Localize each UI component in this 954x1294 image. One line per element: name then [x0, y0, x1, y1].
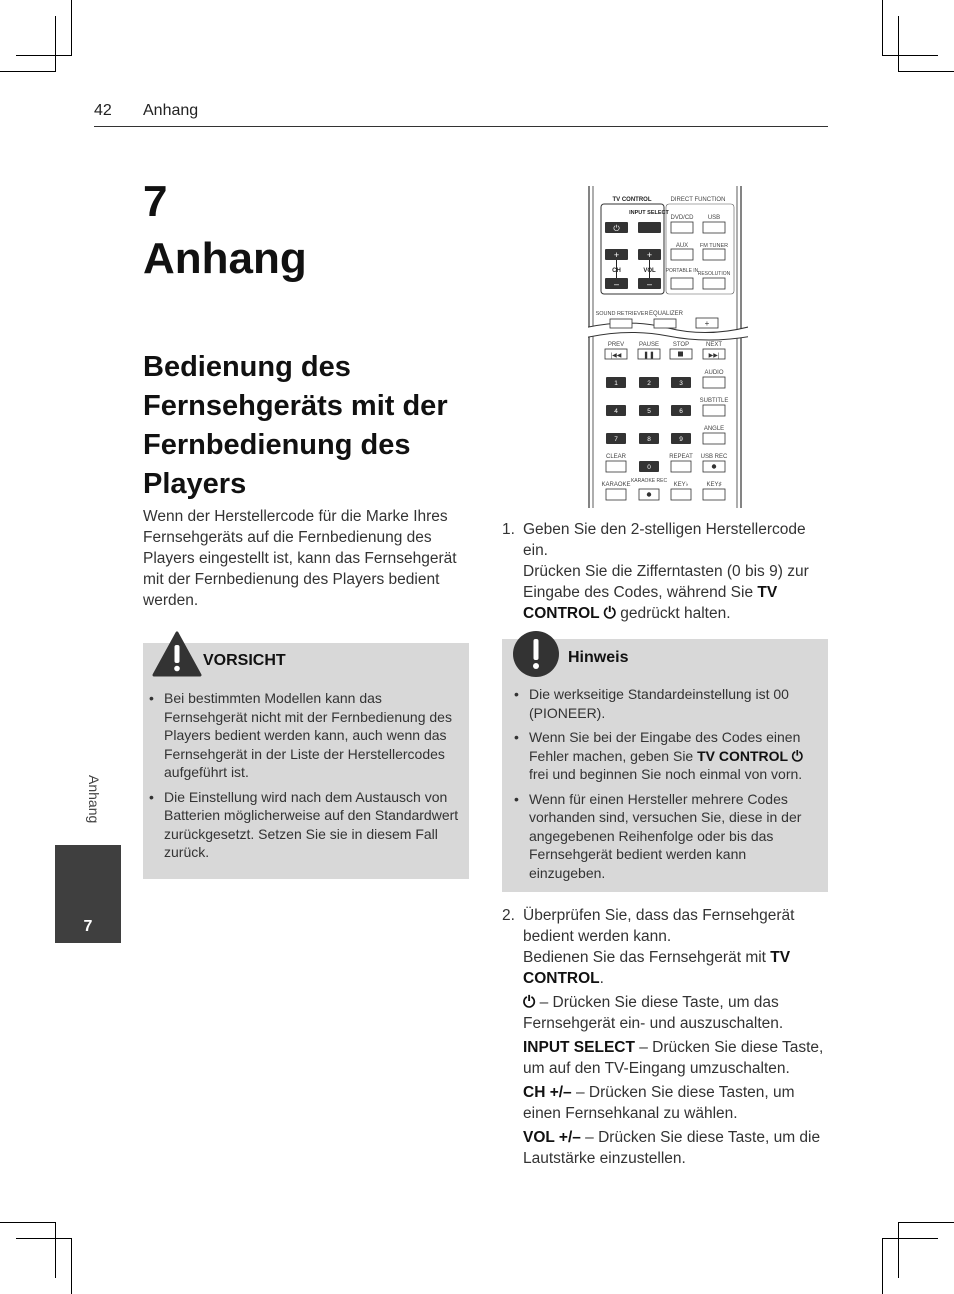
input-select-button	[638, 222, 661, 233]
step-2-text: Überprüfen Sie, dass das Fernsehgerät bedient werden kann.	[523, 907, 795, 945]
label-tv-control: TV CONTROL	[612, 197, 652, 203]
power-icon: ⏻	[613, 224, 620, 233]
label-key-flat: KEY♭	[673, 482, 689, 488]
step-2-item: ⏻ – Drücken Sie diese Taste, um das Fernsehgerät ein- und auszuschalten.	[523, 994, 784, 1032]
digit-6: 6	[679, 408, 683, 415]
caution-list	[143, 689, 459, 868]
label-subtitle: SUBTITLE	[699, 398, 729, 404]
digit-4: 4	[614, 408, 618, 415]
label-prev: PREV	[607, 342, 625, 348]
caution-box	[143, 643, 469, 879]
label-repeat: REPEAT	[669, 454, 693, 460]
label-angle: ANGLE	[703, 426, 725, 432]
digit-3: 3	[679, 380, 683, 387]
page-number: 42	[94, 102, 112, 119]
list-item: • Bei bestimmten Modellen kann das Fernsehgerät nicht mit der Fernbedienung des Players bedient werden kann, auch wenn das Fernsehgerät in der Liste der Herstellercodes aufgeführt ist.	[143, 689, 459, 782]
label-equalizer: EQUALIZER	[648, 311, 684, 317]
step-1-text: Geben Sie den 2-stelligen Herstellercode ein.	[523, 521, 806, 559]
intro-paragraph: Wenn der Herstellercode für die Marke Ihres Fernsehgeräts auf die Fernbedienung des Players eingestellt ist, kann das Fernsehgerät mit der Fernbedienung des Players bedient werden.	[143, 508, 457, 609]
crop-mark-tr-v	[882, 0, 883, 55]
note-title: Hinweis	[568, 649, 629, 666]
label-dvd-cd: DVD/CD	[670, 215, 694, 221]
digit-9: 9	[679, 436, 683, 443]
label-stop: STOP	[672, 342, 690, 348]
label-pause: PAUSE	[639, 342, 659, 348]
label-vol: VOL	[643, 268, 656, 274]
list-item: • Die werkseitige Standardeinstellung ist 00 (PIONEER).	[508, 685, 818, 722]
digit-2: 2	[647, 380, 651, 387]
crop-mark-bl-v2	[55, 1222, 56, 1278]
label-input-select: INPUT SELECT	[629, 210, 669, 216]
label-portable-in: PORTABLE IN	[665, 268, 699, 274]
side-tab-number: 7	[83, 918, 93, 935]
label-karaoke-rec: KARAOKE REC	[630, 478, 668, 484]
digit-5: 5	[647, 408, 651, 415]
prev-icon: |◀◀	[610, 353, 622, 359]
label-next: NEXT	[705, 342, 723, 348]
digit-7: 7	[614, 436, 618, 443]
crop-mark-br-h2	[882, 1238, 938, 1239]
label-resolution: RESOLUTION	[697, 271, 731, 277]
label-ch: CH	[612, 268, 621, 274]
crop-mark-br-v	[882, 1239, 883, 1294]
label-fm-tuner: FM TUNER	[699, 243, 729, 249]
plus-icon: +	[704, 319, 710, 328]
crop-mark-tl-v2	[55, 16, 56, 72]
side-tab-label: Anhang	[86, 775, 102, 824]
crop-mark-bl-h2	[16, 1238, 72, 1239]
exclamation-circle-icon	[512, 630, 560, 678]
label-karaoke: KARAOKE	[601, 482, 631, 488]
list-item: • Wenn Sie bei der Eingabe des Codes einen Fehler machen, geben Sie TV CONTROL ⏻ frei und beginnen Sie noch einmal von vorn.	[508, 728, 818, 784]
step-2-item: INPUT SELECT – Drücken Sie diese Taste, um auf den TV-Eingang umzuschalten.	[523, 1039, 824, 1077]
note-box	[502, 639, 828, 892]
crop-mark-bl-h	[0, 1222, 55, 1223]
digit-1: 1	[614, 380, 618, 387]
warning-triangle-icon	[152, 631, 202, 677]
step-1	[502, 519, 830, 624]
next-icon: ▶▶|	[708, 353, 720, 359]
section-title: Bedienung des Fernsehgeräts mit der Fernbedienung des Players	[143, 351, 448, 500]
plus-icon: +	[646, 250, 653, 260]
crop-mark-br-v2	[898, 1222, 899, 1278]
crop-mark-bl-v	[71, 1239, 72, 1294]
crop-mark-tl-v	[71, 0, 72, 55]
pause-icon: ❚❚	[643, 352, 655, 359]
running-header: Anhang	[143, 102, 199, 119]
step-number: 2.	[502, 907, 515, 924]
label-usb-rec: USB REC	[700, 454, 728, 460]
minus-icon: –	[613, 279, 620, 289]
crop-mark-tr-h	[899, 71, 954, 72]
record-icon	[712, 464, 716, 468]
label-usb: USB	[707, 215, 721, 221]
step-1-detail: Drücken Sie die Zifferntasten (0 bis 9) zur Eingabe des Codes, während Sie TV CONTROL ⏻ gedrückt halten.	[523, 563, 809, 622]
step-number: 1.	[502, 521, 515, 538]
step-2-item: VOL +/– – Drücken Sie diese Taste, um die Lautstärke einzustellen.	[523, 1129, 821, 1167]
list-item: • Wenn für einen Hersteller mehrere Codes vorhanden sind, versuchen Sie, diese in der angegebenen Reihenfolge oder bis das Fernsehgerät bedient werden kann einzugeben.	[508, 790, 818, 883]
step-2-item: CH +/– – Drücken Sie diese Tasten, um einen Fernsehkanal zu wählen.	[523, 1084, 795, 1122]
chapter-number: 7	[143, 177, 168, 226]
minus-icon: –	[646, 279, 653, 289]
list-item: • Die Einstellung wird nach dem Austausch von Batterien möglicherweise auf den Standardwert zurückgesetzt. Setzen Sie sie in diesem Fall zurück.	[143, 788, 459, 862]
label-sound-retriever: SOUND RETRIEVER	[595, 311, 649, 317]
plus-icon: +	[613, 250, 620, 260]
label-aux: AUX	[675, 243, 689, 249]
label-clear: CLEAR	[605, 454, 627, 460]
remote-control-illustration	[588, 186, 748, 508]
crop-mark-tr-v2	[898, 16, 899, 72]
crop-mark-tl-h2	[16, 55, 72, 56]
step-2-detail: Bedienen Sie das Fernsehgerät mit TV CONTROL.	[523, 949, 791, 987]
header-rule	[94, 126, 828, 127]
label-key-sharp: KEY♯	[706, 482, 722, 488]
digit-0: 0	[647, 464, 651, 471]
caution-title: VORSICHT	[203, 652, 286, 669]
crop-mark-br-h	[899, 1222, 954, 1223]
note-list	[508, 685, 818, 888]
step-2	[502, 905, 830, 1169]
label-direct-function: DIRECT FUNCTION	[670, 197, 726, 203]
record-icon	[647, 492, 651, 496]
stop-icon	[678, 352, 683, 357]
digit-8: 8	[647, 436, 651, 443]
label-audio: AUDIO	[704, 370, 724, 376]
chapter-title: Anhang	[143, 234, 307, 283]
crop-mark-tr-h2	[882, 55, 938, 56]
crop-mark-tl-h	[0, 71, 55, 72]
